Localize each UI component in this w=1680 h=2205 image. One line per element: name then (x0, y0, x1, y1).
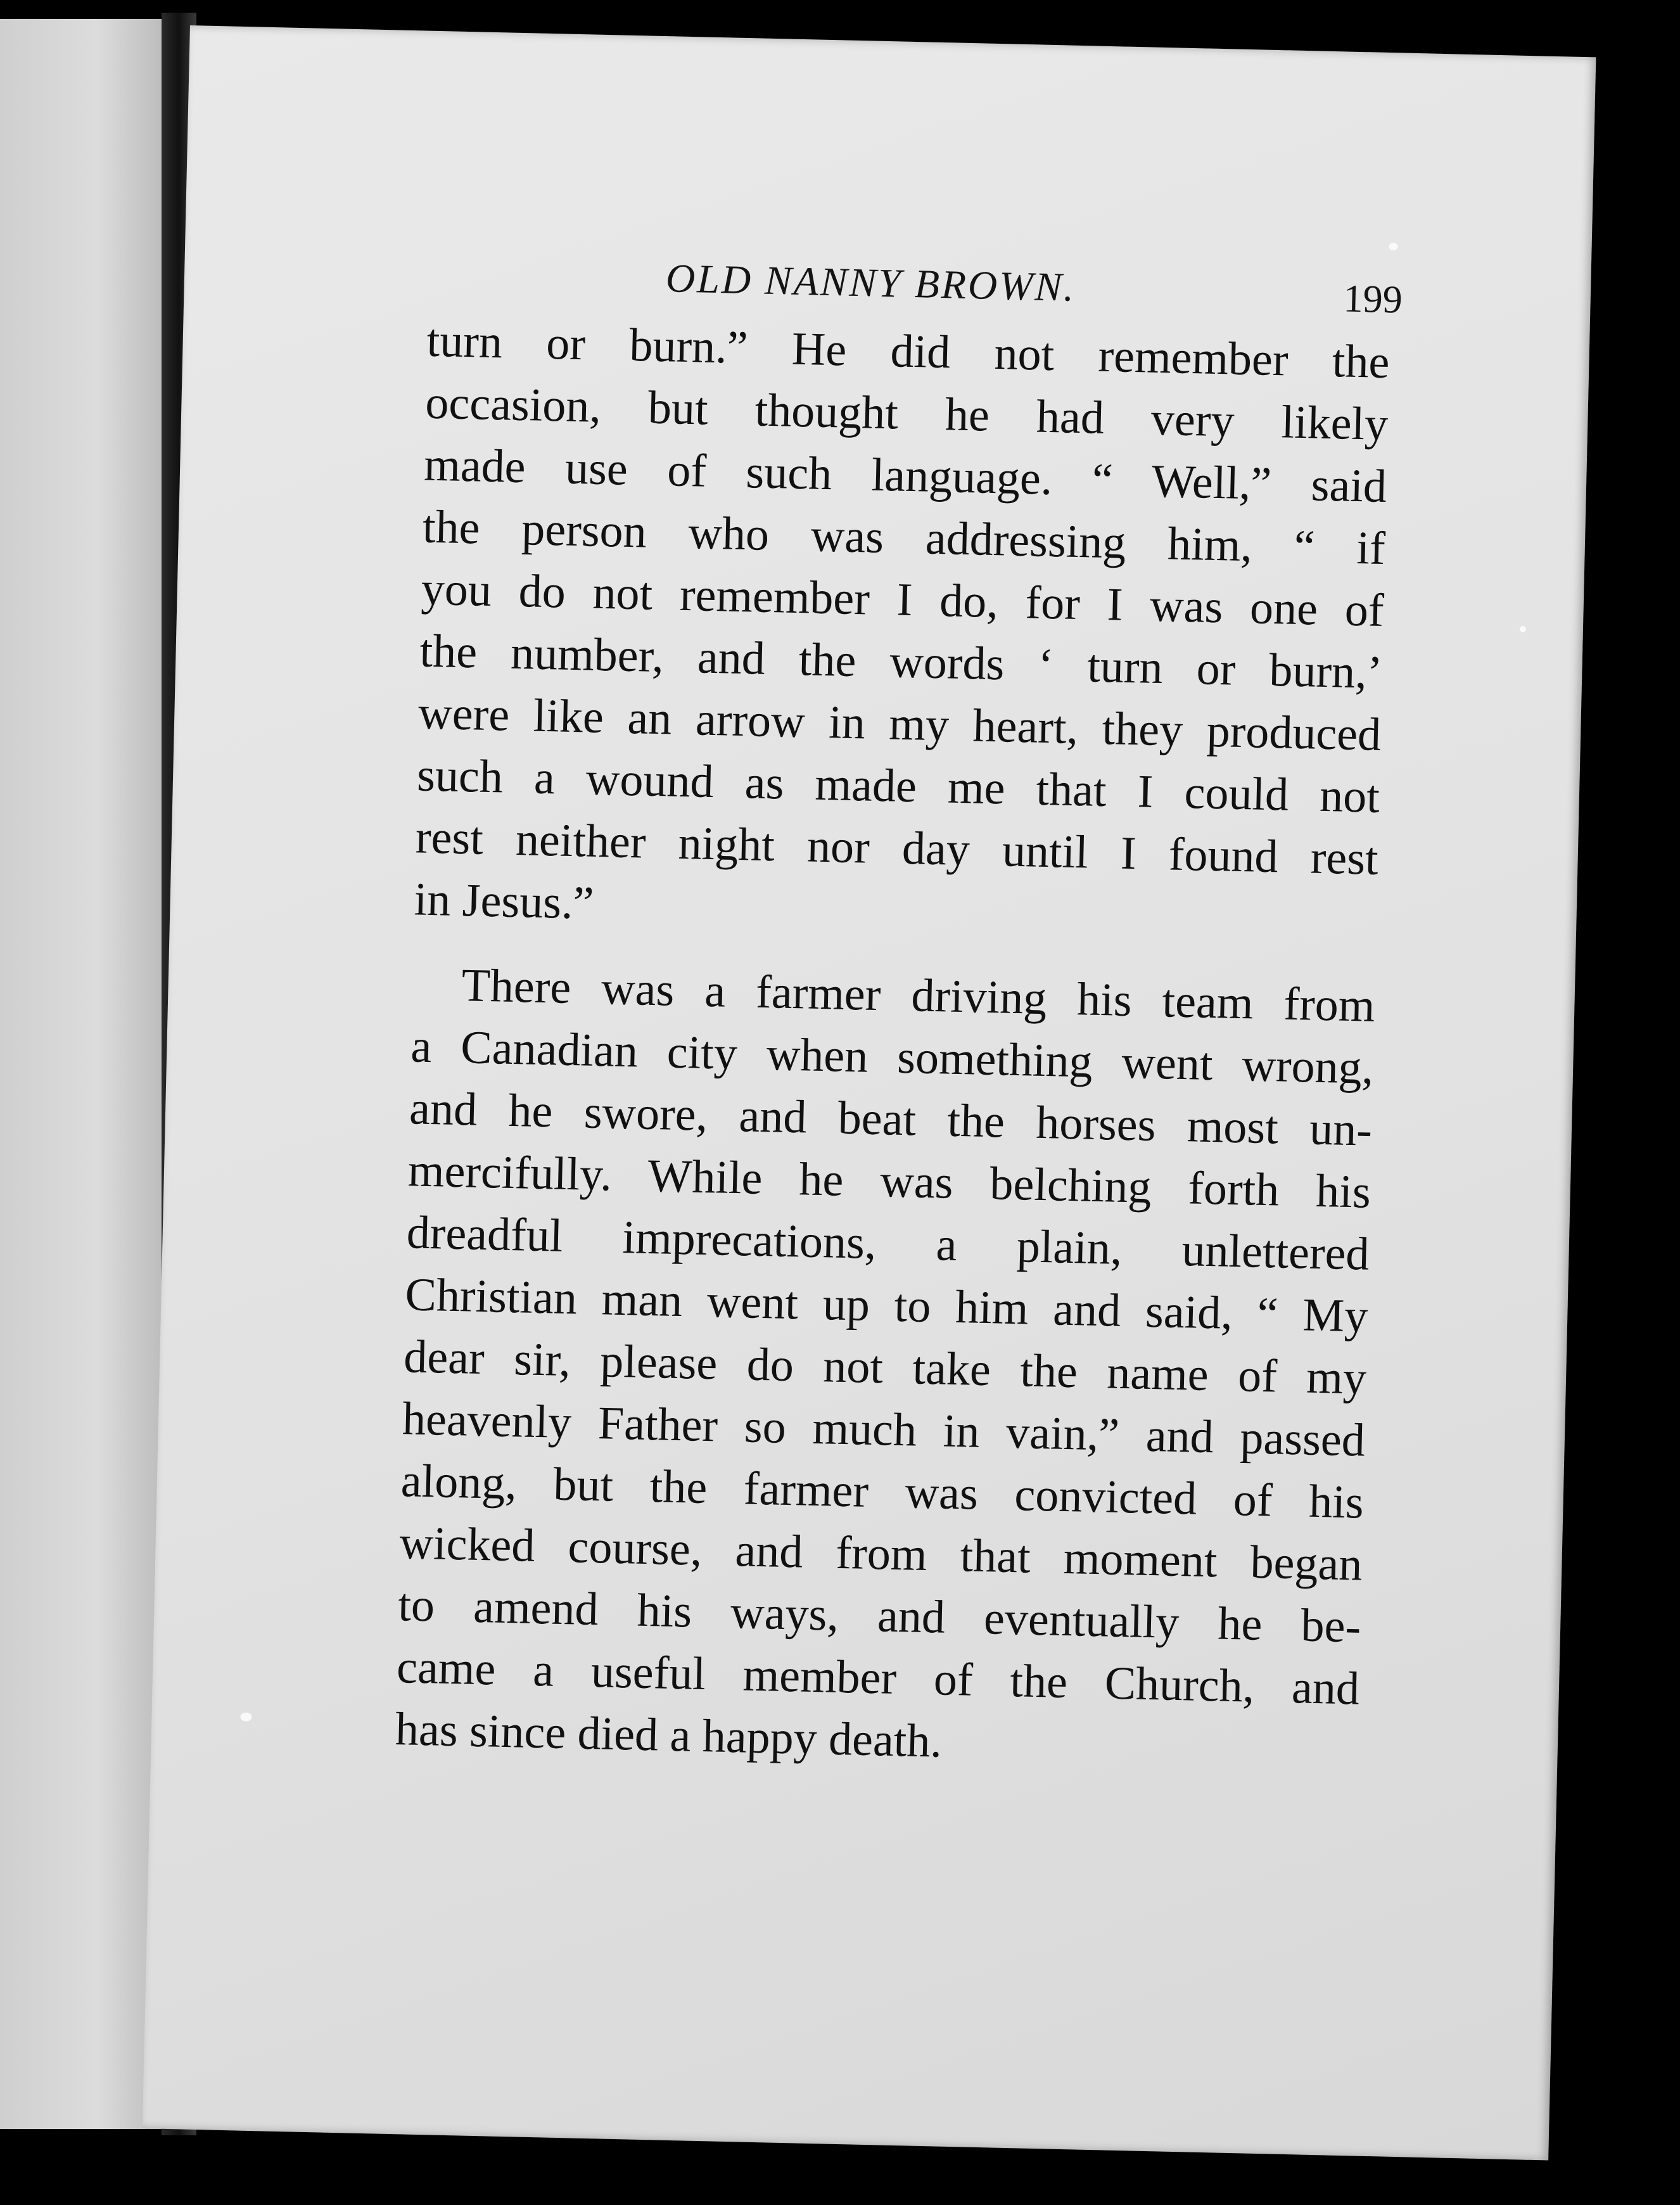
text-line: made use of such language. “ Well,” said (423, 438, 1387, 513)
text-line: along, but the farmer was convicted of his (400, 1455, 1365, 1529)
text-line: There was a farmer driving his team from (461, 959, 1376, 1032)
text-line: to amend his ways, and eventually he be- (397, 1579, 1362, 1653)
scan-speck (1520, 626, 1526, 632)
text-line: a Canadian city when something went wrong, (410, 1020, 1375, 1094)
page-number: 199 (1342, 277, 1403, 322)
text-line: the number, and the words ‘ turn or burn,’ (419, 625, 1384, 699)
text-line: Christian man went up to him and said, “ My (404, 1269, 1369, 1343)
body-text (395, 310, 1390, 1782)
book-page (143, 25, 1596, 2161)
text-line: dreadful imprecations, a plain, unlettered (405, 1206, 1370, 1281)
text-line: such a wound as made me that I could not (416, 749, 1380, 823)
text-line: the person who was addressing him, “ if (422, 501, 1386, 575)
text-line: wicked course, and from that moment began (398, 1517, 1363, 1591)
paragraph-2 (395, 953, 1376, 1782)
text-line: heavenly Father so much in vain,” and passed (402, 1393, 1366, 1467)
text-line: turn or burn.” He did not remember the (426, 314, 1390, 389)
text-line: has since died a happy death. (395, 1703, 943, 1768)
scan-speck (240, 1712, 251, 1721)
paragraph-1 (414, 310, 1390, 952)
text-line: mercifully. While he was belching forth his (407, 1144, 1371, 1218)
text-line: came a useful member of the Church, and (396, 1641, 1360, 1715)
running-head: OLD NANNY BROWN. (665, 255, 1076, 310)
text-line: dear sir, please do not take the name of my (403, 1331, 1367, 1405)
text-line: and he swore, and beat the horses most un- (409, 1082, 1373, 1156)
text-line: in Jesus.” (413, 873, 595, 930)
text-line: occasion, but thought he had very likely (424, 376, 1389, 451)
scan-speck (1389, 243, 1397, 250)
text-line: were like an arrow in my heart, they produced (417, 687, 1382, 761)
text-line: rest neither night nor day until I found rest (415, 811, 1379, 885)
text-line: you do not remember I do, for I was one of (420, 563, 1385, 637)
facing-page-edge (0, 19, 162, 2129)
